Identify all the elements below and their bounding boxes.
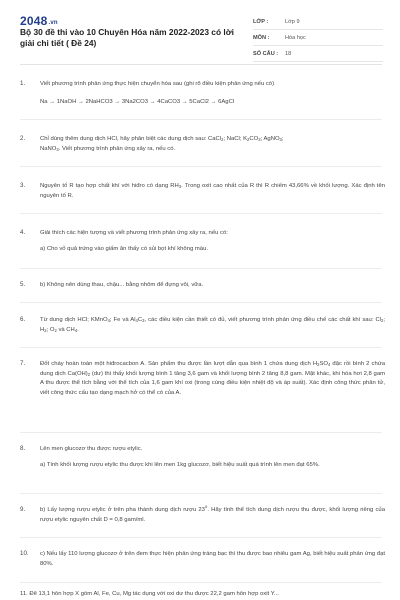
question-divider: [20, 268, 382, 269]
meta-key: LỚP :: [253, 18, 269, 25]
question-divider: [20, 493, 382, 494]
question-divider: [20, 119, 382, 120]
question-body: [40, 229, 385, 254]
question-text: Chỉ dùng thêm dung dịch HCl, hãy phân biệt các dung dịch sau: CaCl$_2$; NaCl; $K_2CO_3$; AgNO$_3$; NaNO$_3$. Viết phương trình phản ứng xảy ra, nếu có.: [40, 136, 284, 152]
question-number: 3.: [20, 182, 26, 189]
meta-key: MÔN :: [253, 34, 270, 41]
logo-text: 2048: [20, 14, 48, 28]
question-number: 1.: [20, 80, 26, 87]
reaction-chain: Na → 1NaOH → 2NaHCO3 → 3Na2CO3 → 4CaCO3 → 5CaCl2 → 6AgCl: [40, 98, 235, 105]
question-11-partial: 11. Để 13,1 hỗn hợp X gồm Al, Fe, Cu, Mg tác dụng với oxi dư thu được 22,2 gam hỗn hợp oxit Y...: [20, 591, 279, 597]
question-divider: [20, 347, 382, 348]
question-divider: [20, 537, 382, 538]
question-text: Nguyên tố R tạo hợp chất khí với hiđro có dạng $RH_3$. Trong oxit cao nhất của R thì R chiếm 43,66% về khối lượng. Xác định tên nguyên tố R.: [40, 183, 385, 199]
question-subpart: a) Tính khối lượng rượu etylic thu được khi lên men 1kg glucozơ, biết hiệu suất quá trình lên men đạt 65%.: [40, 461, 320, 468]
meta-value: 18: [285, 50, 292, 57]
document-header: [0, 0, 400, 58]
question-body: [40, 445, 385, 470]
question-body: [40, 182, 385, 201]
question-divider: [20, 432, 382, 433]
question-number: 2.: [20, 135, 26, 142]
question-number: 4.: [20, 229, 26, 236]
question-number: 8.: [20, 445, 26, 452]
question-number: 9.: [20, 506, 26, 513]
meta-row-subject: [253, 30, 383, 46]
question-text: Viết phương trình phản ứng thực hiện chuyển hóa sau (ghi rõ điều kiện phản ứng nếu có): [40, 81, 275, 87]
question-number: 5.: [20, 281, 26, 288]
header-divider: [20, 64, 382, 65]
question-divider: [20, 166, 382, 167]
document-title: Bộ 30 đề thi vào 10 Chuyên Hóa năm 2022-2023 có lời giải chi tiết ( Đề 24): [20, 27, 235, 48]
question-body: [40, 550, 385, 569]
question-number: 6.: [20, 316, 26, 323]
meta-key: SỐ CÂU :: [253, 50, 279, 57]
question-body: [40, 316, 385, 335]
question-text: Từ dung dịch HCl; KMnO$_4$; Fe và $Al_4C_3$, các điều kiện cần thiết có đủ, viết phương trình phản ứng điều chế các chất khí sau: $Cl_2$; $H_2$; $O_2$ và $CH_4$.: [40, 317, 385, 333]
question-number: 10.: [20, 550, 29, 557]
question-text: c) Nếu lấy 110 lượng glucozơ ở trên đem thực hiện phản ứng tráng bạc thì thu được bao nhiêu gam Ag, biết hiệu suất phản ứng đạt 80%.: [40, 551, 385, 567]
question-body: [40, 360, 385, 398]
question-divider: [20, 213, 382, 214]
question-divider: [20, 302, 382, 303]
meta-row-count: [253, 46, 383, 62]
document-meta: [253, 14, 383, 62]
question-body: [40, 506, 385, 525]
question-body: [40, 80, 385, 107]
logo-suffix: .vn: [48, 20, 58, 26]
question-body: [40, 135, 385, 154]
question-number: 7.: [20, 360, 26, 367]
meta-value: Lớp 9: [285, 18, 300, 25]
site-logo[interactable]: [20, 14, 58, 28]
meta-row-grade: [253, 14, 383, 30]
question-text: b) Lấy lượng rượu etylic ở trên pha thành dung dịch rượu 23$^o$. Hãy tính thể tích dung dịch rượu thu được, khối lượng riêng của rượu etylic nguyên chất D = 0,8 gam/ml.: [40, 504, 385, 523]
meta-value: Hóa học: [285, 34, 306, 41]
question-body: [40, 281, 385, 291]
question-text: Đốt cháy hoàn toàn một hiđrocacbon A. Sản phẩm thu được lần lượt dẫn qua bình 1 chứa dung dịch $H_2SO_4$ đặc rồi bình 2 chứa dung dịch $Ca(OH)_2$ (dư) thì thấy khối lượng bình 1 tăng 3,6 gam và khối lượng bình 2 tăng 8,8 gam. Mặt khác, khi hóa hơi 2,8 gam A thu được thể tích bằng với thể tích của 1,6 gam khí oxi (trong cùng điều kiện nhiệt độ và áp suất). Xác định công thức phân tử, viết công thức cấu tạo dạng mạch hở có thể có của A.: [40, 361, 385, 396]
question-text: b) Không nên dùng thau, chậu... bằng nhôm để đựng vôi, vữa.: [40, 282, 204, 288]
question-text: Lên men glucozơ thu được rượu etylic.: [40, 446, 143, 452]
question-subpart: a) Cho vỏ quả trứng vào giấm ăn thấy có sủi bọt khí không màu.: [40, 245, 208, 252]
question-text: Giải thích các hiện tượng và viết phương trình phản ứng xảy ra, nếu có:: [40, 230, 228, 236]
question-divider: [20, 582, 382, 583]
